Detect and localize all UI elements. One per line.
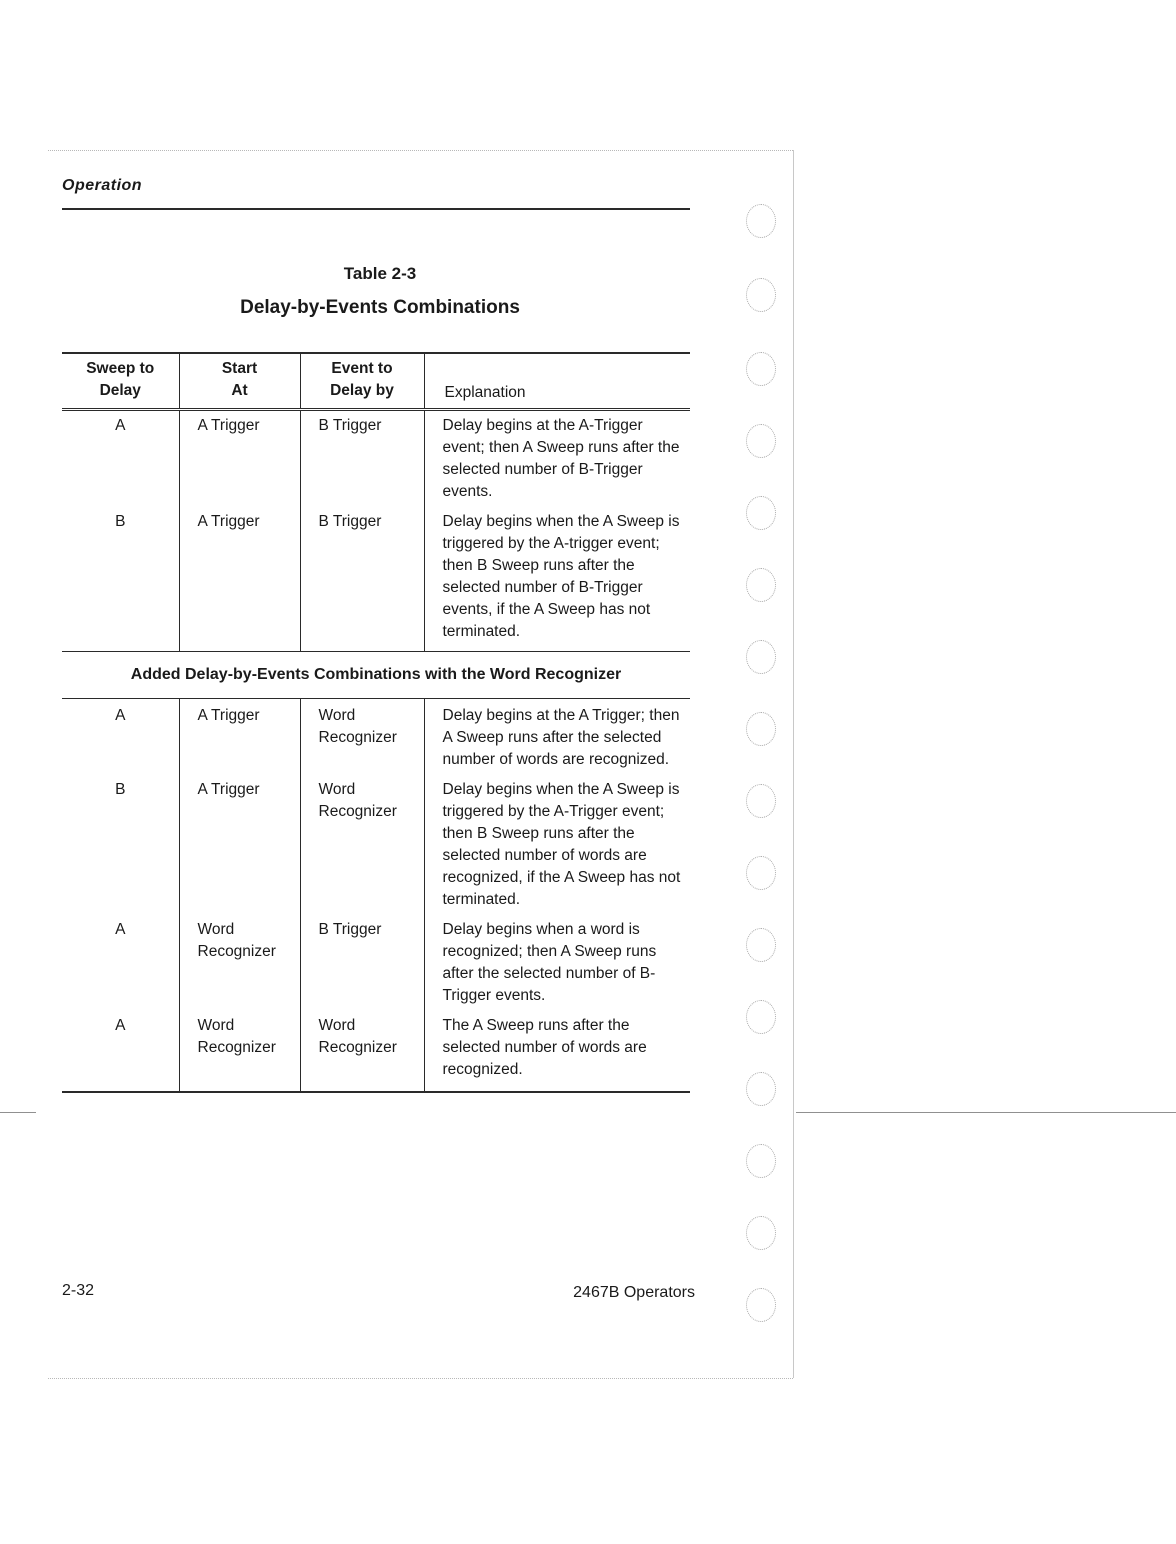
- header-start-at: [179, 353, 300, 410]
- binder-hole-icon: [746, 352, 776, 386]
- binder-hole-icon: [746, 928, 776, 962]
- page-number: 2-32: [62, 1282, 95, 1299]
- header-text: Start: [221, 360, 258, 377]
- cell-explanation: Delay begins when a word is recognized; then A Sweep runs after the selected number of B-Trigger events.: [424, 919, 690, 1015]
- section-heading: Added Delay-by-Events Combinations with the Word Recognizer: [62, 652, 690, 699]
- binder-hole-icon: [746, 496, 776, 530]
- cell-start: A Trigger: [179, 511, 300, 652]
- cell-sweep: A: [115, 417, 126, 434]
- cell-event: Word Recognizer: [300, 779, 424, 919]
- binder-hole-icon: [746, 784, 776, 818]
- cell-start: A Trigger: [179, 779, 300, 919]
- cell-sweep: A: [62, 1015, 179, 1092]
- delay-by-events-table: [62, 352, 690, 1093]
- header-text: Sweep to: [86, 360, 155, 377]
- cell-event: B Trigger: [300, 410, 424, 512]
- binder-hole-icon: [746, 568, 776, 602]
- header-text: Delay by: [330, 382, 394, 399]
- binder-hole-icon: [746, 1216, 776, 1250]
- cell-explanation: Delay begins when the A Sweep is triggered by the A-Trigger event; then B Sweep runs after the selected number of words are recognized, if the A Sweep has not terminated.: [424, 779, 690, 919]
- page-trim-top: [48, 150, 793, 151]
- cell-event: B Trigger: [300, 511, 424, 652]
- cell-explanation: Delay begins when the A Sweep is triggered by the A-trigger event; then B Sweep runs after the selected number of B-Trigger events, if the A Sweep has not terminated.: [424, 511, 690, 652]
- header-event-to-delay-by: [300, 353, 424, 410]
- header-text: Event to: [331, 360, 393, 377]
- header-rule: [62, 208, 690, 210]
- cell-explanation: The A Sweep runs after the selected number of words are recognized.: [424, 1015, 690, 1092]
- cell-start: Word Recognizer: [179, 919, 300, 1015]
- cell-start: Word Recognizer: [179, 1015, 300, 1092]
- binder-hole-icon: [746, 1072, 776, 1106]
- table-row: [62, 779, 690, 919]
- binder-hole-icon: [746, 712, 776, 746]
- header-text: At: [231, 382, 248, 399]
- fold-mark-left: [0, 1112, 36, 1113]
- binder-hole-icon: [746, 1288, 776, 1322]
- cell-explanation: Delay begins at the A-Trigger event; then A Sweep runs after the selected number of B-Trigger events.: [424, 410, 690, 512]
- page-trim-right: [793, 150, 794, 1378]
- running-head: Operation: [62, 177, 143, 194]
- cell-start: A Trigger: [179, 410, 300, 512]
- table-title: Delay-by-Events Combinations: [240, 297, 520, 318]
- section-heading-row: [62, 652, 690, 699]
- page-trim-bottom: [48, 1378, 793, 1379]
- table-row: [62, 410, 690, 512]
- cell-sweep: A: [115, 707, 126, 724]
- document-name: 2467B Operators: [573, 1284, 695, 1301]
- binder-hole-icon: [746, 204, 776, 238]
- cell-sweep: A: [115, 921, 126, 938]
- cell-event: Word Recognizer: [300, 699, 424, 780]
- binder-hole-icon: [746, 424, 776, 458]
- binder-hole-icon: [746, 1144, 776, 1178]
- binder-hole-icon: [746, 1000, 776, 1034]
- cell-event: Word Recognizer: [300, 1015, 424, 1092]
- header-explanation: Explanation: [424, 353, 690, 410]
- header-text: Delay: [99, 382, 141, 399]
- table-row: [62, 511, 690, 652]
- cell-event: B Trigger: [300, 919, 424, 1015]
- cell-start: A Trigger: [179, 699, 300, 780]
- table-row: [62, 1015, 690, 1092]
- table-number: Table 2-3: [343, 264, 417, 283]
- cell-explanation: Delay begins at the A Trigger; then A Sweep runs after the selected number of words are recognized.: [424, 699, 690, 780]
- table-row: [62, 919, 690, 1015]
- header-sweep-to-delay: [62, 353, 179, 410]
- binder-hole-icon: [746, 640, 776, 674]
- fold-mark-right: [796, 1112, 1176, 1113]
- table-row: [62, 699, 690, 780]
- binder-hole-icon: [746, 856, 776, 890]
- table-header-row: [62, 353, 690, 410]
- cell-sweep: B: [115, 781, 126, 798]
- cell-sweep: B: [115, 513, 126, 530]
